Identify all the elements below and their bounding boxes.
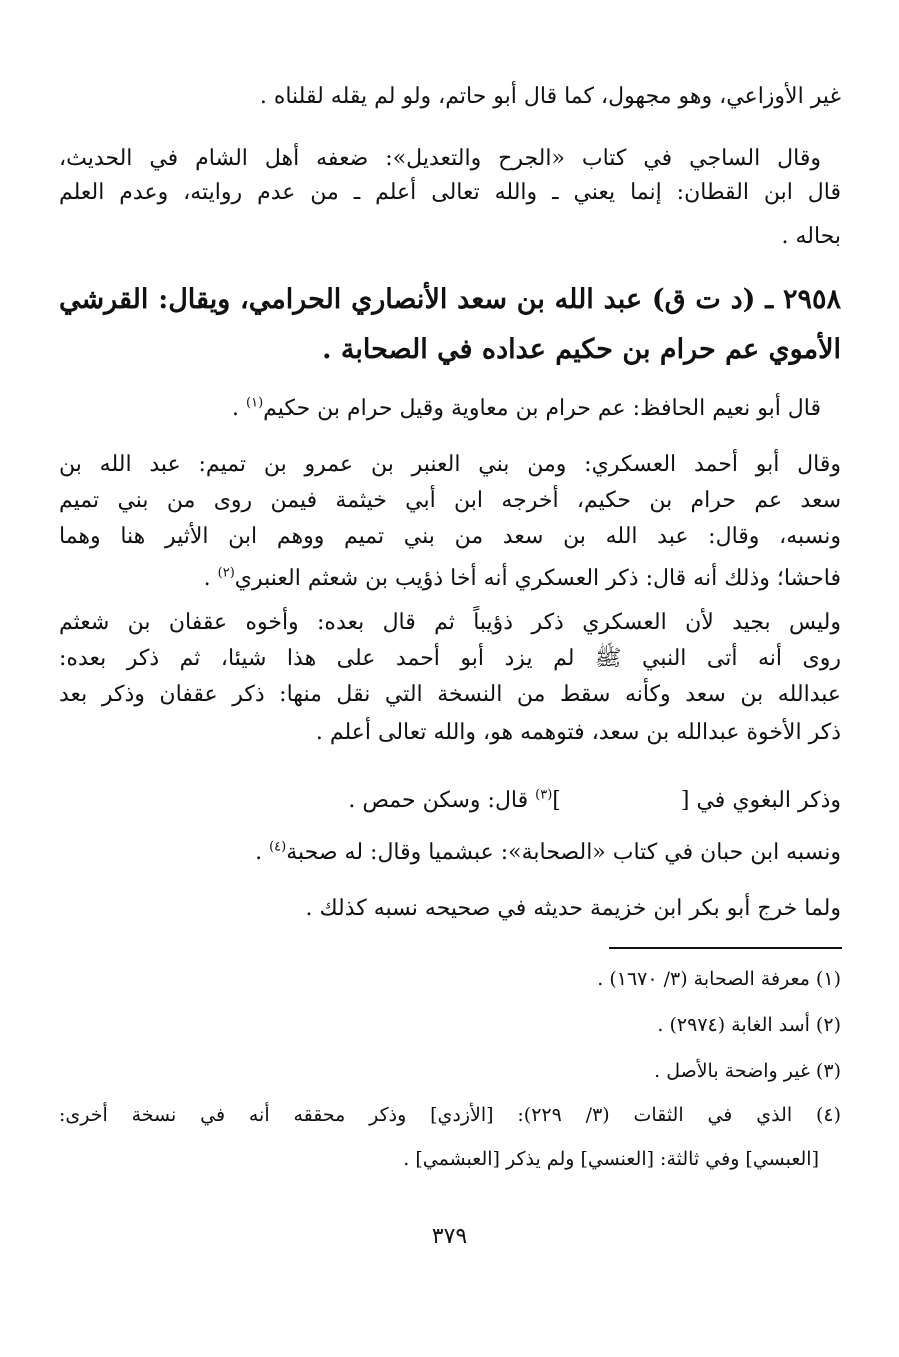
text-line: بحاله . [781,224,841,249]
text-line: ذكر الأخوة عبدالله بن سعد، فتوهمه هو، والله تعالى أعلم . [315,720,841,745]
text-segment: ] [552,788,561,813]
text-segment: ونسبه ابن حبان في كتاب «الصحابة»: عبشميا وقال: له صحبة [286,840,841,865]
footnote-reference: (٣) [535,787,553,803]
footnote-continued: [العبسي] وفي ثالثة: [العنسي] ولم يذكر [العبشمي] . [403,1148,819,1170]
text-line [59,784,841,818]
text-segment: قال أبو نعيم الحافظ: عم حرام بن معاوية وقيل حرام بن حكيم [263,396,821,421]
text-segment: . [255,840,263,865]
footnote: (٣) غير واضحة بالأصل . [654,1060,841,1082]
text-segment: . [203,566,211,591]
text-line: وقال أبو أحمد العسكري: ومن بني العنبر بن عمرو بن تميم: عبد الله بن [59,452,841,477]
page-number: ٣٧٩ [431,1224,468,1249]
footnote: (١) معرفة الصحابة (٣/ ١٦٧٠) . [597,968,841,990]
text-segment: وذكر البغوي في [ [680,788,841,813]
footnote: (٢) أسد الغابة (٢٩٧٤) . [657,1014,841,1036]
text-line: غير الأوزاعي، وهو مجهول، كما قال أبو حاتم، ولو لم يقله لقلناه . [259,84,841,109]
text-line: سعد عم حرام بن حكيم، أخرجه ابن أبي خيثمة فيمن روى من بني تميم [59,488,841,513]
text-line: ونسبه، وقال: عبد الله بن سعد من بني تميم ووهم ابن الأثير هنا وهما [59,524,841,549]
text-segment: فاحشا؛ وذلك أنه قال: ذكر العسكري أنه أخا ذؤيب بن شعثم العنبري [234,566,841,591]
text-line: وليس بجيد لأن العسكري ذكر ذؤيباً ثم قال بعده: وأخوه عقفان بن شعثم [59,610,841,635]
footnote: (٤) الذي في الثقات (٣/ ٢٢٩): [الأزدي] وذكر محققه أنه في نسخة أخرى: [59,1104,841,1126]
text-line: روى أنه أتى النبي ﷺ لم يزد أبو أحمد على هذا شيئا، ثم ذكر بعده: [59,646,841,671]
entry-heading: ٢٩٥٨ ـ (د ت ق) عبد الله بن سعد الأنصاري الحرامي، ويقال: القرشي [59,284,841,315]
footnote-reference: (٢) [217,565,235,581]
text-line [59,562,841,596]
text-segment: . [232,396,240,421]
text-line [59,836,841,870]
text-line: ولما خرج أبو بكر ابن خزيمة حديثه في صحيحه نسبه كذلك . [305,896,841,921]
footnote-reference: (٤) [269,839,287,855]
footnote-reference: (١) [246,395,264,411]
text-line: قال ابن القطان: إنما يعني ـ والله تعالى أعلم ـ من عدم روايته، وعدم العلم [59,180,841,205]
text-line [39,392,821,426]
text-line: وقال الساجي في كتاب «الجرح والتعديل»: ضعفه أهل الشام في الحديث، [59,146,821,171]
text-line: عبدالله بن سعد وكأنه سقط من النسخة التي نقل منها: ذكر عقفان وذكر بعد [59,682,841,707]
footnote-divider [609,947,842,949]
text-segment: قال: وسكن حمص . [348,788,529,813]
entry-heading-continued: الأموي عم حرام بن حكيم عداده في الصحابة . [322,334,841,365]
